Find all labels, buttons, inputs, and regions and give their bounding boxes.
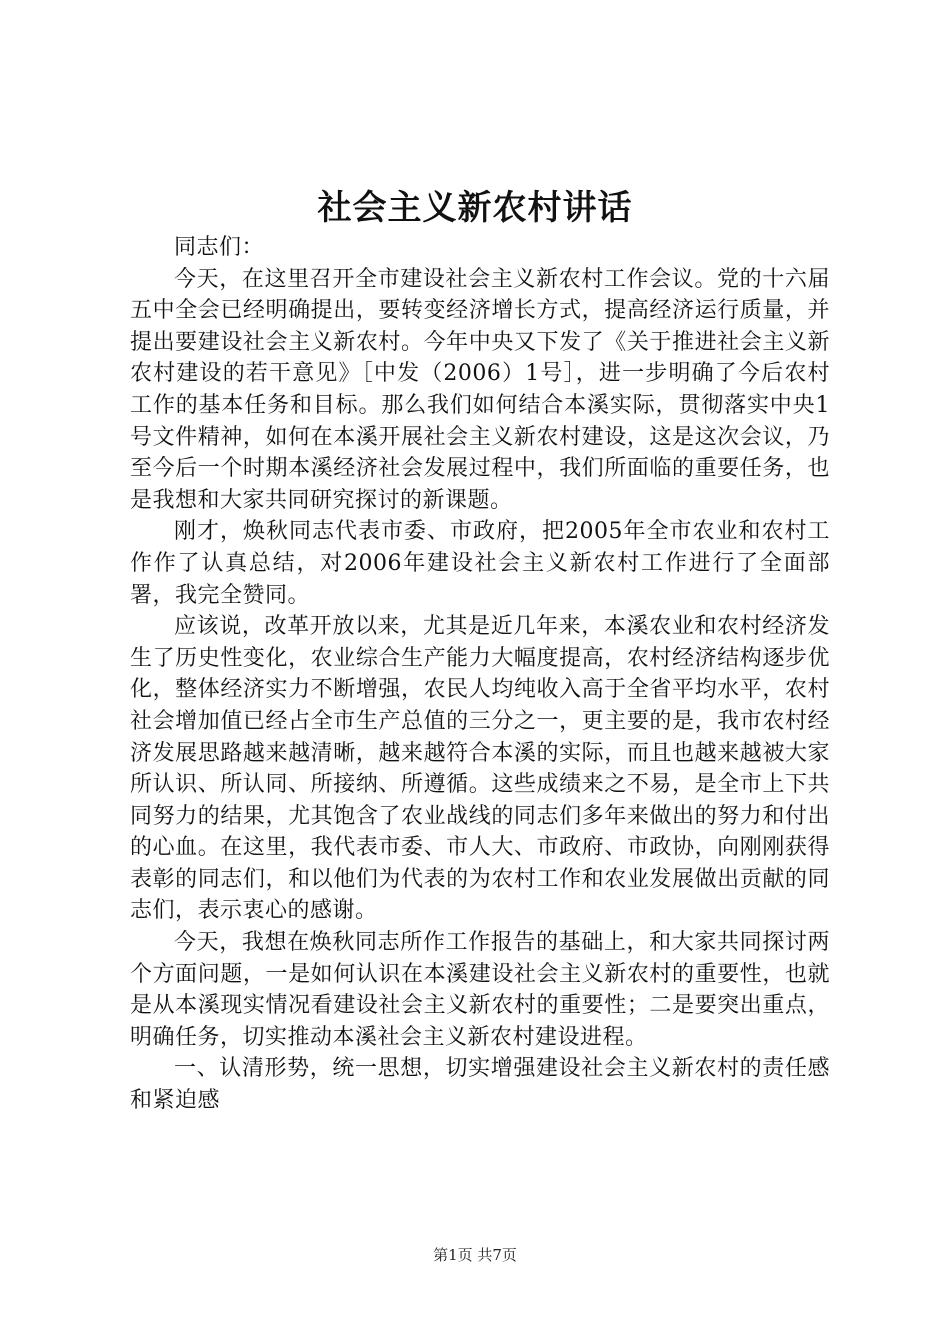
page-number-footer: 第1页 共7页 — [433, 1246, 517, 1264]
salutation-paragraph: 同志们： — [174, 235, 265, 260]
body-paragraph-3: 应该说，改革开放以来，尤其是近几年来，本溪农业和农村经济发生了历史性变化，农业综合生产能力大幅度提高，农村经济结构逐步优化，整体经济实力不断增强，农民人均纯收入高于全省平均水平，农村社会增加值已经占全市生产总值的三分之一，更主要的是，我市农村经济发展思路越来越清晰，越来越符合本溪的实际，而且也越来越被大家所认识、所认同、所接纳、所遵循。这些成绩来之不易，是全市上下共同努力的结果，尤其饱含了农业战线的同志们多年来做出的努力和付出的心血。在这里，我代表市委、市人大、市政府、市政协，向刚刚获得表彰的同志们，和以他们为代表的为农村工作和农业发展做出贡献的同志们，表示衷心的感谢。 — [130, 614, 830, 924]
body-paragraph-1: 今天，在这里召开全市建设社会主义新农村工作会议。党的十六届五中全会已经明确提出，要转变经济增长方式，提高经济运行质量，并提出要建设社会主义新农村。今年中央又下发了《关于推进社会主义新农村建设的若干意见》［中发（2006）1号］，进一步明确了今后农村工作的基本任务和目标。那么我们如何结合本溪实际，贯彻落实中央1号文件精神，如何在本溪开展社会主义新农村建设，这是这次会议，乃至今后一个时期本溪经济社会发展过程中，我们所面临的重要任务，也是我想和大家共同研究探讨的新课题。 — [130, 266, 830, 513]
document-title: 社会主义新农村讲话 — [317, 188, 633, 228]
document-body — [130, 232, 830, 1117]
section-heading-1: 一、认清形势，统一思想，切实增强建设社会主义新农村的责任感和紧迫感 — [130, 1056, 830, 1114]
body-paragraph-4: 今天，我想在焕秋同志所作工作报告的基础上，和大家共同探讨两个方面问题，一是如何认识在本溪建设社会主义新农村的重要性，也就是从本溪现实情况看建设社会主义新农村的重要性；二是要突出重点，明确任务，切实推动本溪社会主义新农村建设进程。 — [130, 930, 830, 1050]
body-paragraph-2: 刚才，焕秋同志代表市委、市政府，把2005年全市农业和农村工作作了认真总结，对2006年建设社会主义新农村工作进行了全面部署，我完全赞同。 — [130, 519, 830, 608]
